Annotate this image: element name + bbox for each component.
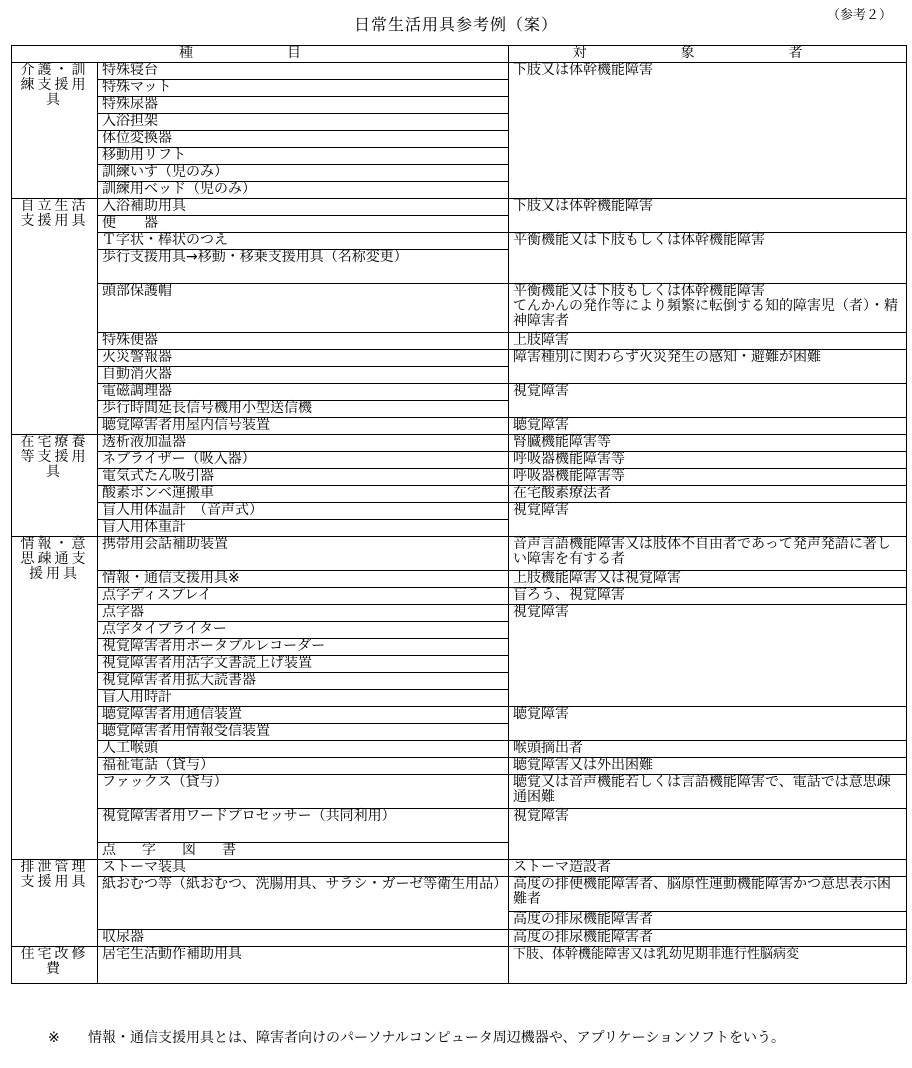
target-cell: 盲ろう、視覚障害 [509,588,907,605]
item-cell: 紙おむつ等（紙おむつ、洗腸用具、サラシ・ガーゼ等衛生用品） [98,877,509,930]
category-cell: 住宅改修費 [12,947,98,984]
item-cell: 盲人用体重計 [98,520,509,537]
item-cell: 盲人用体温計 （音声式） [98,503,509,520]
target-cell: 喉頭摘出者 [509,741,907,758]
item-cell: 火災警報器 [98,350,509,367]
item-cell: 点字ディスプレイ [98,588,509,605]
header-kind: 種 目 [12,46,509,63]
target-cell: 聴覚障害又は外出困難 [509,758,907,775]
item-cell: 自動消火器 [98,367,509,384]
target-cell: 聴覚障害 [509,707,907,741]
item-cell: 訓練用ベッド（児のみ） [98,182,509,199]
item-cell: 聴覚障害者用通信装置 [98,707,509,724]
item-cell: 盲人用時計 [98,690,509,707]
item-cell: 福祉電話（貸与） [98,758,509,775]
target-cell: 上肢障害 [509,333,907,350]
item-cell: 人工喉頭 [98,741,509,758]
category-cell: 自立生活支援用具 [12,199,98,435]
item-cell: 入浴担架 [98,114,509,131]
item-cell: 便 器 [98,216,509,233]
item-cell: ストーマ装具 [98,860,509,877]
item-cell: 体位変換器 [98,131,509,148]
item-cell: 情報・通信支援用具※ [98,571,509,588]
item-cell: 聴覚障害者用情報受信装置 [98,724,509,741]
item-cell: 入浴補助用具 [98,199,509,216]
equipment-table [11,45,907,984]
item-cell: 歩行時間延長信号機用小型送信機 [98,401,509,418]
item-cell: 視覚障害者用拡大読書器 [98,673,509,690]
item-cell: 視覚障害者用ワードプロセッサー（共同利用） [98,809,509,843]
item-cell: 視覚障害者用活字文書読上げ装置 [98,656,509,673]
target-cell: 視覚障害 [509,809,907,860]
footnote [48,1030,908,1047]
footnote-text: 情報・通信支援用具とは、障害者向けのパーソナルコンピュータ周辺機器や、アプリケーションソフトをいう。 [88,1030,786,1046]
item-cell: 特殊マット [98,80,509,97]
target-cell: 高度の排便機能障害者、脳原性運動機能障害かつ意思表示困難者 [509,877,907,912]
item-cell: ファックス（貸与） [98,775,509,809]
target-cell: 視覚障害 [509,605,907,707]
category-cell: 情報・意思疎通支援用具 [12,537,98,860]
item-cell: 視覚障害者用ポータブルレコーダー [98,639,509,656]
target-cell: 音声言語機能障害又は肢体不自由者であって発声発語に著しい障害を有する者 [509,537,907,571]
item-cell: Ｔ字状・棒状のつえ [98,233,509,250]
category-cell: 介護・訓練支援用具 [12,63,98,199]
target-cell: 平衡機能又は下肢もしくは体幹機能障害 [509,233,907,284]
target-cell: 聴覚障害 [509,418,907,435]
table-row [12,537,907,571]
table-row [12,199,907,216]
target-cell: 呼吸器機能障害等 [509,469,907,486]
target-cell: 視覚障害 [509,384,907,418]
target-cell: 在宅酸素療法者 [509,486,907,503]
item-cell: 電磁調理器 [98,384,509,401]
target-cell: 高度の排尿機能障害者 [509,911,907,929]
item-cell: 居宅生活動作補助用具 [98,947,509,984]
item-cell: 酸素ボンベ運搬車 [98,486,509,503]
category-cell: 排泄管理支援用具 [12,860,98,947]
table-row [12,947,907,984]
target-cell: 下肢、体幹機能障害又は乳幼児期非進行性脳病変 [509,947,907,984]
target-cell: 下肢又は体幹機能障害 [509,63,907,199]
item-cell: 携帯用会話補助装置 [98,537,509,571]
target-cell: 高度の排尿機能障害者 [509,930,907,947]
item-cell: 透析液加温器 [98,435,509,452]
header-target: 対 象 者 [509,46,907,63]
header-row [12,46,907,63]
item-cell: 移動用リフト [98,148,509,165]
item-cell: 特殊便器 [98,333,509,350]
footnote-mark: ※ [48,1030,60,1046]
item-cell: 点字器 [98,605,509,622]
item-cell: 頭部保護帽 [98,284,509,333]
target-cell: 呼吸器機能障害等 [509,452,907,469]
item-cell: 聴覚障害者用屋内信号装置 [98,418,509,435]
table-row [12,435,907,452]
target-cell: 平衡機能又は下肢もしくは体幹機能障害 てんかんの発作等により頻繁に転倒する知的障害児（者）・精神障害者 [509,284,907,333]
target-cell: 下肢又は体幹機能障害 [509,199,907,233]
target-cell: ストーマ造設者 [509,860,907,877]
target-cell: 聴覚又は音声機能若しくは言語機能障害で、電話では意思疎通困難 [509,775,907,809]
item-cell: 特殊寝台 [98,63,509,80]
item-cell: 訓練いす（児のみ） [98,165,509,182]
target-cell: 障害種別に関わらず火災発生の感知・避難が困難 [509,350,907,384]
reference-label: （参考２） [826,8,892,23]
item-cell: 点字タイプライター [98,622,509,639]
item-cell: 特殊尿器 [98,97,509,114]
category-cell: 在宅療養等支援用具 [12,435,98,537]
item-cell: ネブライザー（吸入器） [98,452,509,469]
table-row [12,860,907,877]
item-cell: 収尿器 [98,930,509,947]
target-cell: 上肢機能障害又は視覚障害 [509,571,907,588]
page-title: 日常生活用具参考例（案） [353,15,558,34]
item-cell: 電気式たん吸引器 [98,469,509,486]
item-cell: 点 字 図 書 [98,843,509,860]
target-cell: 腎臓機能障害等 [509,435,907,452]
item-cell: 歩行支援用具→移動・移乗支援用具（名称変更） [98,250,509,284]
target-cell: 視覚障害 [509,503,907,537]
table-row [12,63,907,80]
